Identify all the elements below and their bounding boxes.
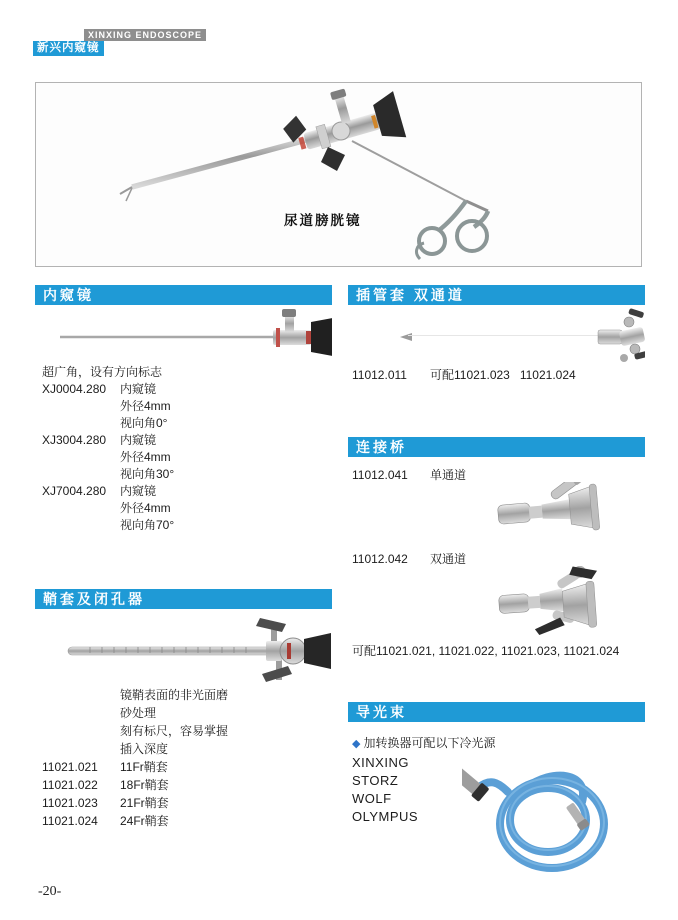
sheath-notes xyxy=(42,688,228,832)
product-desc: 双通道 xyxy=(430,552,467,566)
product-row xyxy=(42,416,174,433)
section-title-light-cable: 导光束 xyxy=(348,702,645,722)
product-code: 11012.041 xyxy=(352,468,408,482)
product-row xyxy=(42,450,174,467)
product-row xyxy=(42,814,228,832)
sheath-illustration xyxy=(40,612,332,690)
cystoscope-illustration xyxy=(36,83,641,266)
product-code: XJ3004.280 xyxy=(42,433,107,447)
product-desc: 11Fr鞘套 xyxy=(120,760,168,774)
product-desc: 视向角0° xyxy=(120,416,168,430)
product-row xyxy=(42,433,174,450)
light-cable-illustration xyxy=(462,758,662,886)
product-row xyxy=(42,760,228,778)
sheath-note-line: 刻有标尺，容易掌握 xyxy=(120,724,229,738)
product-desc: 内窥镜 xyxy=(120,382,157,396)
product-desc: 18Fr鞘套 xyxy=(120,778,169,792)
product-row xyxy=(42,518,174,535)
light-source-brand: XINXING xyxy=(352,755,409,770)
product-code: 11021.023 xyxy=(42,796,98,810)
product-code: 11021.024 xyxy=(42,814,98,828)
light-source-brand-list xyxy=(352,755,418,827)
light-cable-bullet-line xyxy=(352,736,495,751)
section-title-bridge: 连接桥 xyxy=(348,437,645,457)
section-title-sheath: 鞘套及闭孔器 xyxy=(35,589,332,609)
product-desc: 内窥镜 xyxy=(120,433,157,447)
bridge-row xyxy=(352,552,466,566)
endoscope-note: 超广角，设有方向标志 xyxy=(42,365,163,379)
sheath-note-line: 插入深度 xyxy=(120,742,169,756)
product-code: 11021.022 xyxy=(42,778,98,792)
product-row xyxy=(42,399,174,416)
light-source-brand: OLYMPUS xyxy=(352,809,419,824)
product-code: XJ0004.280 xyxy=(42,382,107,396)
product-code: 11012.011 xyxy=(352,368,407,382)
sheath-note-line: 镜鞘表面的非光面磨 xyxy=(120,688,229,702)
brand-name-en: XINXING ENDOSCOPE xyxy=(84,29,206,41)
product-desc: 21Fr鞘套 xyxy=(120,796,169,810)
product-desc: 单通道 xyxy=(430,468,467,482)
product-row xyxy=(42,778,228,796)
section-title-cannula: 插管套 双通道 xyxy=(348,285,645,305)
telescope-illustration xyxy=(40,306,332,362)
product-row xyxy=(42,484,174,501)
hero-image-frame xyxy=(35,82,642,267)
product-desc: 外径4mm xyxy=(120,501,171,515)
diamond-bullet-icon: ◆ xyxy=(352,738,361,750)
hero-caption: 尿道膀胱镜 xyxy=(284,213,362,228)
product-desc: 24Fr鞘套 xyxy=(120,814,169,828)
sheath-note-line: 砂处理 xyxy=(120,706,157,720)
bridge-single-illustration xyxy=(496,482,602,538)
endoscope-product-list xyxy=(42,382,174,535)
product-code: 11021.021 xyxy=(42,760,98,774)
product-desc: 内窥镜 xyxy=(120,484,157,498)
product-code: 11012.042 xyxy=(352,552,408,566)
bridge-dual-illustration xyxy=(497,566,607,636)
brand-name-cn: 新兴内窥镜 xyxy=(33,41,104,56)
bridge-row xyxy=(352,468,466,482)
product-code: XJ7004.280 xyxy=(42,484,107,498)
cannula-row xyxy=(352,368,576,382)
light-source-brand: STORZ xyxy=(352,773,399,788)
product-row xyxy=(42,382,174,399)
product-row xyxy=(42,796,228,814)
light-source-brand: WOLF xyxy=(352,791,392,806)
product-desc: 外径4mm xyxy=(120,450,171,464)
cannula-illustration xyxy=(392,306,645,364)
product-desc: 外径4mm xyxy=(120,399,171,413)
page-number: -20- xyxy=(38,884,62,899)
product-desc: 视向角70° xyxy=(120,518,175,532)
product-row xyxy=(42,467,174,484)
bridge-compat-note: 可配11021.021, 11021.022, 11021.023, 11021.024 xyxy=(352,644,620,658)
section-title-endoscope: 内窥镜 xyxy=(35,285,332,305)
light-cable-note: 加转换器可配以下冷光源 xyxy=(363,736,496,750)
compat-note: 可配11021.023 11021.024 xyxy=(430,368,576,382)
product-row xyxy=(42,501,174,518)
product-desc: 视向角30° xyxy=(120,467,175,481)
